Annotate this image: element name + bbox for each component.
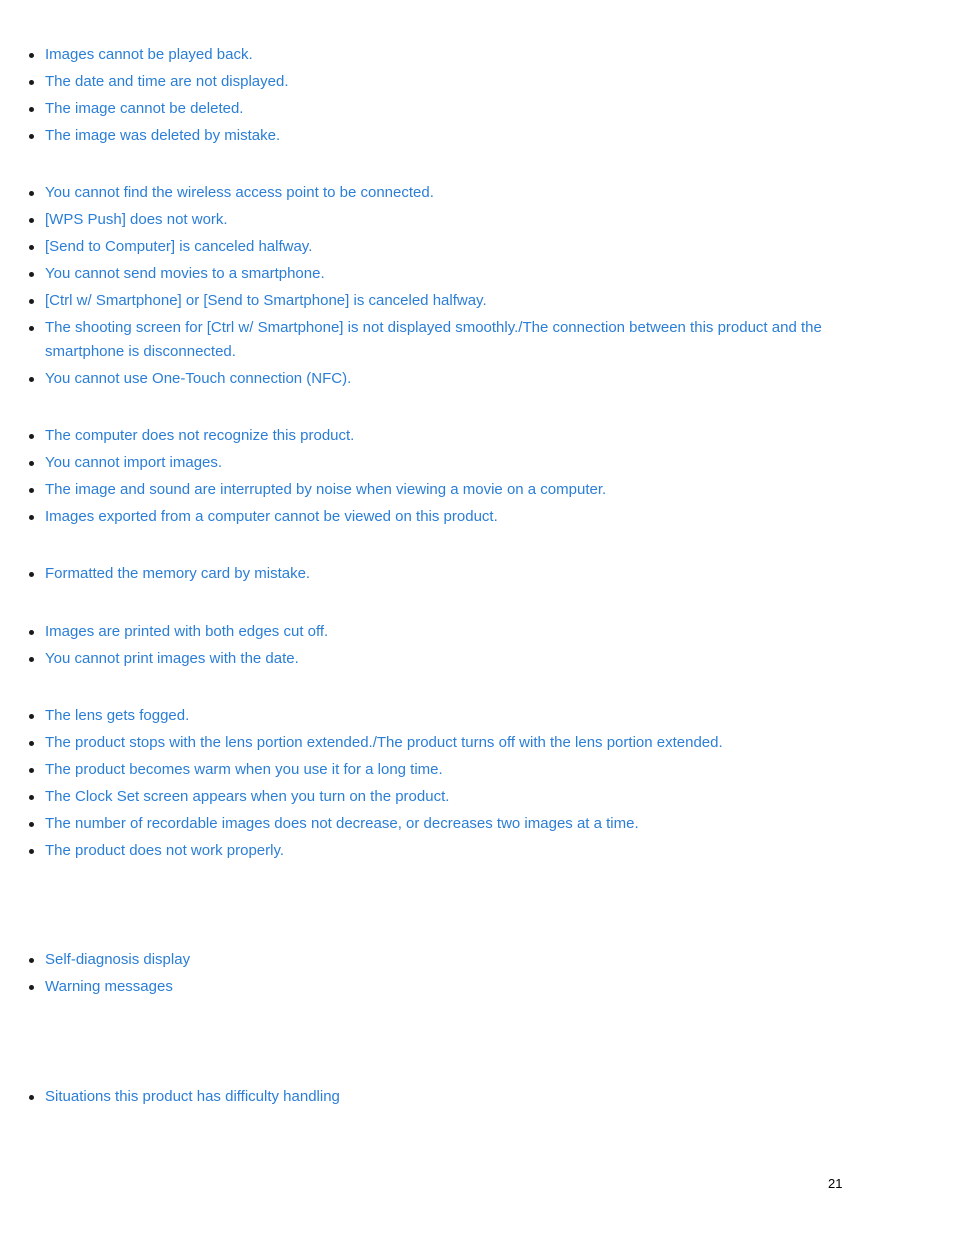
bullet-icon (29, 741, 34, 746)
list-group-memory-card (0, 562, 954, 589)
bullet-icon (29, 795, 34, 800)
list-group-printing (0, 620, 954, 674)
help-link[interactable]: You cannot use One-Touch connection (NFC). (45, 370, 352, 387)
list-item (0, 1085, 954, 1109)
bullet-icon (29, 326, 34, 331)
list-item (0, 97, 954, 121)
help-link[interactable]: The product does not work properly. (45, 842, 285, 859)
list-item (0, 124, 954, 148)
bullet-icon (29, 630, 34, 635)
list-item (0, 812, 954, 836)
help-link[interactable]: The image cannot be deleted. (45, 100, 244, 117)
list-item (0, 948, 954, 972)
bullet-icon (29, 272, 34, 277)
list-item (0, 505, 954, 529)
help-link[interactable]: Images cannot be played back. (45, 46, 253, 63)
help-link[interactable]: The computer does not recognize this product. (45, 427, 355, 444)
list-item (0, 647, 954, 671)
help-link[interactable]: The shooting screen for [Ctrl w/ Smartphone] is not displayed smoothly./The connection between this product and the smartphone is disconnected. (45, 319, 822, 360)
help-link[interactable]: The Clock Set screen appears when you turn on the product. (45, 788, 450, 805)
bullet-icon (29, 80, 34, 85)
bullet-icon (29, 218, 34, 223)
help-link[interactable]: The product stops with the lens portion extended./The product turns off with the lens portion extended. (45, 734, 723, 751)
list-item (0, 43, 954, 67)
help-link[interactable]: The date and time are not displayed. (45, 73, 289, 90)
list-item (0, 70, 954, 94)
list-item (0, 758, 954, 782)
list-item (0, 451, 954, 475)
list-item (0, 181, 954, 205)
list-item (0, 367, 954, 391)
help-link[interactable]: You cannot find the wireless access point to be connected. (45, 184, 434, 201)
list-item (0, 208, 954, 232)
help-link[interactable]: [Ctrl w/ Smartphone] or [Send to Smartphone] is canceled halfway. (45, 292, 487, 309)
bullet-icon (29, 488, 34, 493)
bullet-icon (29, 461, 34, 466)
list-item (0, 316, 954, 364)
list-item (0, 424, 954, 448)
help-link[interactable]: The product becomes warm when you use it for a long time. (45, 761, 443, 778)
list-group-computers (0, 424, 954, 532)
bullet-icon (29, 822, 34, 827)
page-number: 21 (828, 1176, 843, 1191)
list-group-wifi (0, 181, 954, 394)
help-link[interactable]: The image was deleted by mistake. (45, 127, 281, 144)
help-link[interactable]: You cannot send movies to a smartphone. (45, 265, 325, 282)
list-item (0, 839, 954, 863)
bullet-icon (29, 245, 34, 250)
list-item (0, 562, 954, 586)
help-link[interactable]: Warning messages (45, 978, 173, 995)
bullet-icon (29, 134, 34, 139)
help-link[interactable]: You cannot import images. (45, 454, 223, 471)
list-item (0, 478, 954, 502)
help-link[interactable]: The number of recordable images does not decrease, or decreases two images at a time. (45, 815, 639, 832)
bullet-icon (29, 434, 34, 439)
bullet-icon (29, 107, 34, 112)
list-group-playback (0, 43, 954, 151)
bullet-icon (29, 714, 34, 719)
help-link[interactable]: [WPS Push] does not work. (45, 211, 228, 228)
bullet-icon (29, 985, 34, 990)
bullet-icon (29, 1095, 34, 1100)
help-link[interactable]: The lens gets fogged. (45, 707, 190, 724)
help-link[interactable]: The image and sound are interrupted by noise when viewing a movie on a computer. (45, 481, 607, 498)
bullet-icon (29, 572, 34, 577)
list-item (0, 235, 954, 259)
help-link[interactable]: You cannot print images with the date. (45, 650, 299, 667)
bullet-icon (29, 299, 34, 304)
list-item (0, 289, 954, 313)
bullet-icon (29, 958, 34, 963)
list-item (0, 975, 954, 999)
help-link[interactable]: Situations this product has difficulty handling (45, 1088, 340, 1105)
bullet-icon (29, 53, 34, 58)
help-link[interactable]: Formatted the memory card by mistake. (45, 565, 311, 582)
help-link[interactable]: Images are printed with both edges cut off. (45, 623, 329, 640)
bullet-icon (29, 515, 34, 520)
bullet-icon (29, 191, 34, 196)
list-group-situations (0, 1085, 954, 1112)
list-item (0, 731, 954, 755)
help-link[interactable]: Self-diagnosis display (45, 951, 191, 968)
bullet-icon (29, 657, 34, 662)
bullet-icon (29, 377, 34, 382)
bullet-icon (29, 768, 34, 773)
list-item (0, 785, 954, 809)
bullet-icon (29, 849, 34, 854)
list-item (0, 262, 954, 286)
list-group-messages (0, 948, 954, 1002)
list-item (0, 620, 954, 644)
list-item (0, 704, 954, 728)
list-group-others (0, 704, 954, 866)
help-link[interactable]: [Send to Computer] is canceled halfway. (45, 238, 313, 255)
help-link[interactable]: Images exported from a computer cannot be viewed on this product. (45, 508, 498, 525)
